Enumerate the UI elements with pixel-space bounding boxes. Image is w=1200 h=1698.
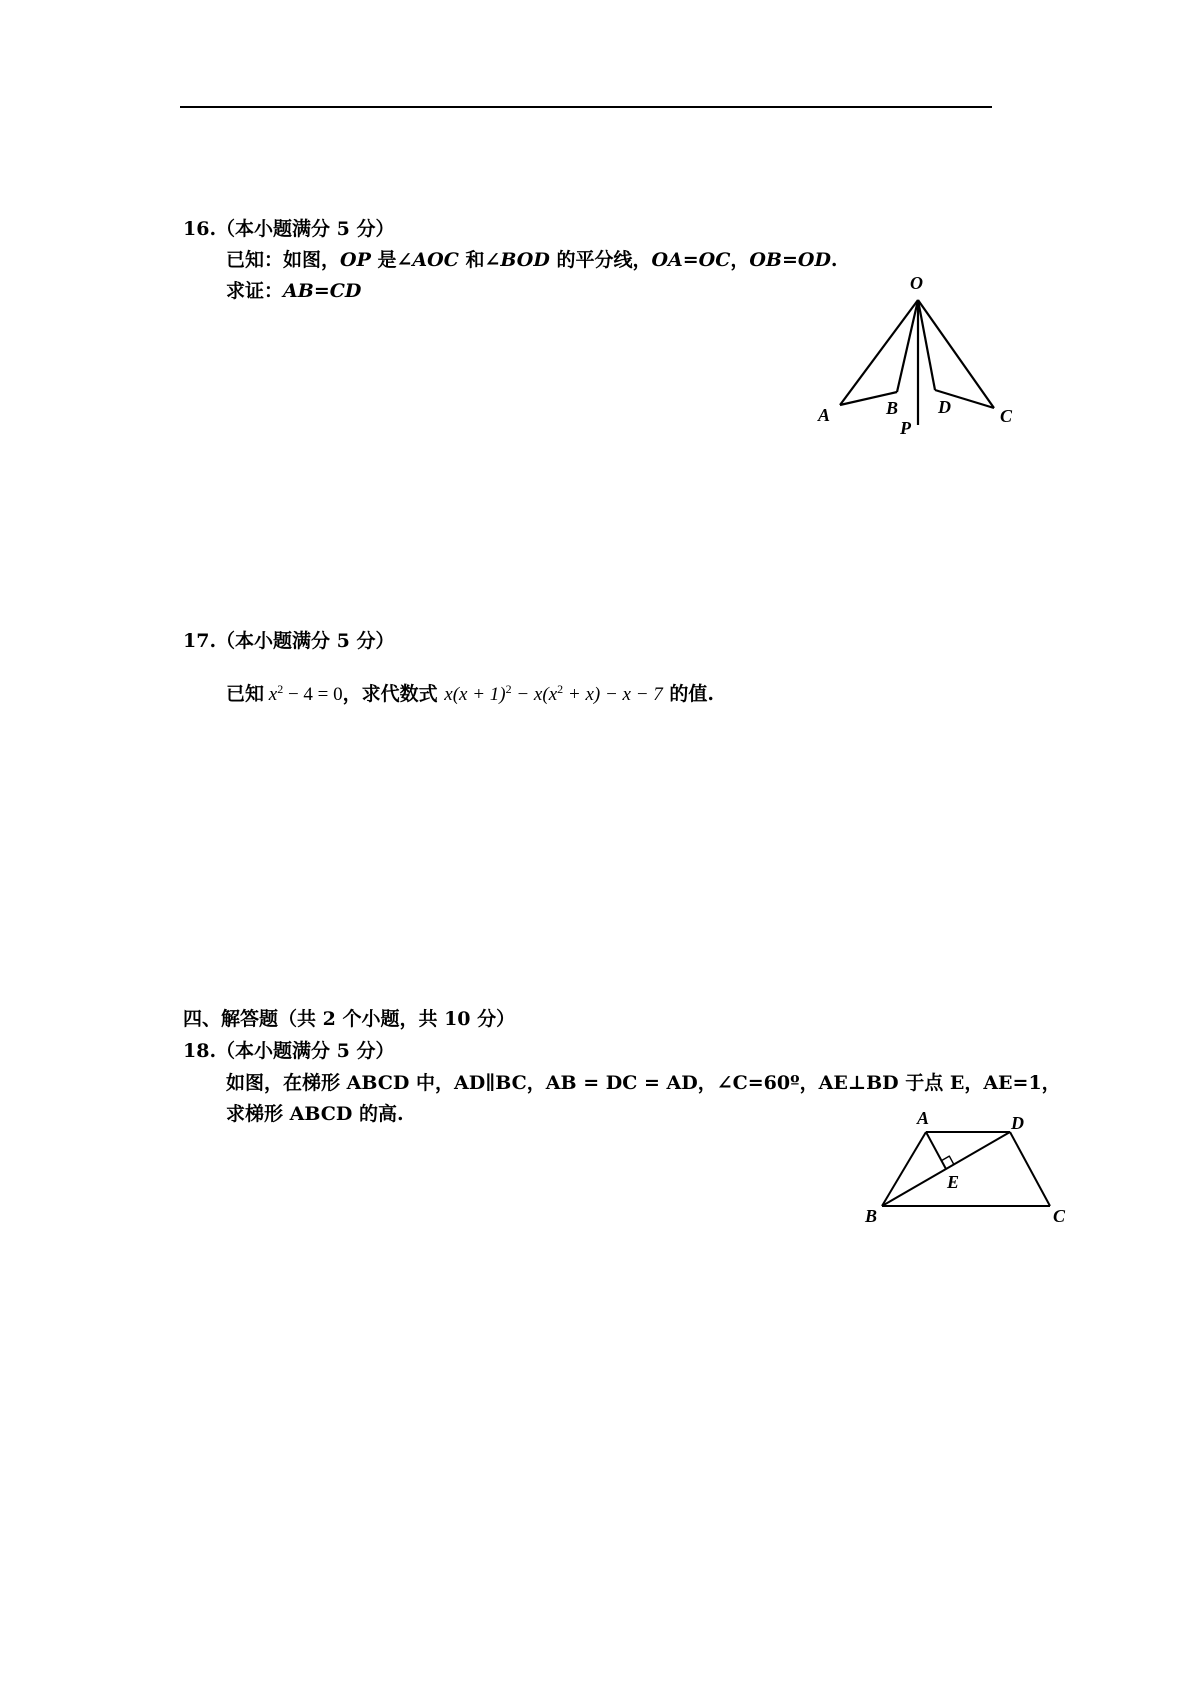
q17-expr-a-exp: 2	[505, 682, 512, 696]
q18-text-line1: 如图，在梯形 ABCD 中，AD∥BC，AB = DC = AD，∠C=60º，AE⊥BD 于点 E，AE=1，	[226, 1072, 1061, 1094]
q18-figure	[855, 1110, 1075, 1225]
q16-given-bisector: 的平分线，	[549, 249, 652, 271]
q17-text-end: 的值.	[662, 683, 715, 705]
q16-given-bod: BOD	[500, 249, 550, 271]
q17-eq1-x: x	[268, 684, 278, 705]
q18-label-c: C	[1053, 1206, 1066, 1225]
q17-text	[226, 677, 714, 707]
q16-given-is: 是∠	[370, 249, 413, 271]
q18-label-d: D	[1011, 1113, 1024, 1133]
q16-label-p: P	[900, 418, 911, 438]
q16-label-o: O	[910, 273, 923, 293]
q16-label-c: C	[1000, 406, 1013, 426]
q16-given-end: .	[830, 249, 838, 271]
segment-oc	[918, 300, 994, 408]
segment-ae	[926, 1132, 946, 1169]
section4-heading: 四、解答题（共 2 个小题，共 10 分）	[183, 1008, 516, 1030]
q16-given-eq2: OB=OD	[749, 249, 831, 271]
q17-expr-b-exp: 2	[557, 682, 564, 696]
q16-figure	[800, 270, 1030, 440]
q17-eq1-rest: − 4 = 0	[283, 684, 343, 705]
q17-expr-c: + x) − x − 7	[563, 684, 663, 705]
q17-eq1-exp: 2	[277, 682, 284, 696]
q16-given-prefix: 已知：如图，	[226, 249, 341, 271]
q16-given-eq1: OA=OC	[651, 249, 731, 271]
q16-given-aoc: AOC	[412, 249, 459, 271]
segment-dc	[1010, 1132, 1050, 1206]
q17-heading: 17.（本小题满分 5 分）	[183, 630, 395, 652]
q18-heading: 18.（本小题满分 5 分）	[183, 1040, 395, 1062]
q18-label-e: E	[947, 1172, 960, 1192]
q18-label-b: B	[865, 1206, 878, 1225]
q16-given	[226, 248, 838, 272]
segment-ab	[882, 1132, 926, 1206]
q16-heading: 16.（本小题满分 5 分）	[183, 218, 395, 240]
q16-given-and: 和∠	[458, 249, 501, 271]
q17-equation	[264, 684, 343, 705]
q16-given-op: OP	[340, 249, 371, 271]
q17-expression	[444, 684, 663, 705]
q17-expr-b: − x(x	[511, 684, 558, 705]
q16-label-a: A	[818, 405, 831, 425]
q16-prove	[226, 279, 361, 303]
q18-text-line2: 求梯形 ABCD 的高.	[226, 1103, 404, 1125]
q17-text-prefix: 已知	[226, 683, 265, 705]
header-rule	[180, 106, 992, 108]
q16-prove-eq: AB=CD	[283, 280, 362, 302]
q17-expr-a: x(x + 1)	[444, 684, 506, 705]
q16-prove-prefix: 求证：	[226, 280, 284, 302]
q17-text-mid: ，求代数式	[342, 683, 445, 705]
q16-label-d: D	[938, 397, 951, 417]
q16-label-b: B	[886, 398, 899, 418]
q18-label-a: A	[917, 1110, 930, 1128]
q16-given-comma: ，	[730, 249, 750, 271]
